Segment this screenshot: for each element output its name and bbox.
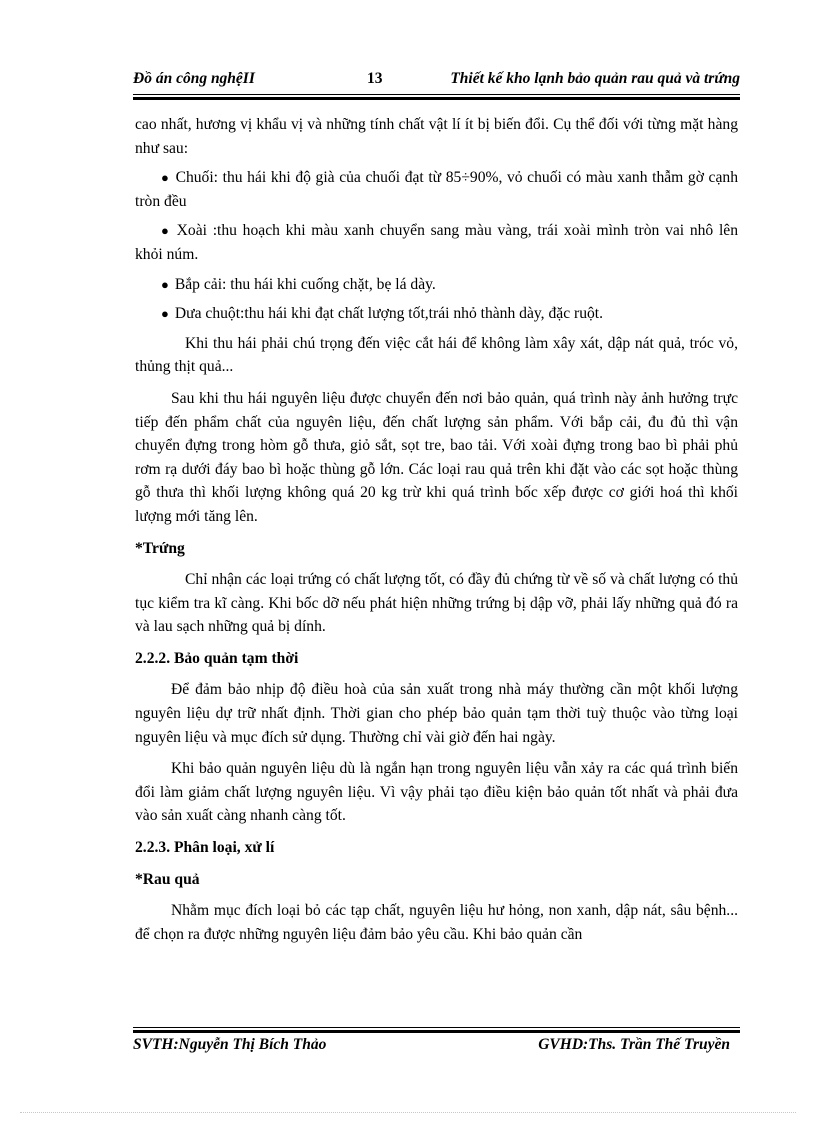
- header-document-title: Thiết kế kho lạnh bảo quản rau quả và trứng: [450, 70, 740, 87]
- bullet-text: Bắp cải: thu hái khi cuống chặt, bẹ lá dày.: [174, 275, 436, 293]
- subheading-trung: *Trứng: [135, 539, 185, 557]
- bullet-item: [135, 219, 738, 266]
- page-number: 13: [367, 70, 383, 87]
- bullet-item: [135, 166, 738, 213]
- footer-rule-thick: [133, 1030, 740, 1033]
- footer-advisor-name: GVHD:Ths. Trần Thế Truyền: [538, 1036, 730, 1053]
- bullet-text: Dưa chuột:thu hái khi đạt chất lượng tốt,trái nhỏ thành dày, đặc ruột.: [174, 305, 604, 323]
- paragraph: Để đảm bảo nhịp độ điều hoà của sản xuất trong nhà máy thường cần một khối lượng nguyên liệu dự trữ nhất định. Thời gian cho phép bảo quản tạm thời tuỳ thuộc vào từng loại nguyên liệu và mục đích sử dụng. Thường chỉ vài giờ đến hai ngày.: [135, 681, 738, 746]
- header-rule-thick: [133, 97, 740, 100]
- page-body: [135, 113, 738, 954]
- paragraph: Khi thu hái phải chú trọng đến việc cắt hái để không làm xây xát, dập nát quả, tróc vỏ, thủng thịt quả...: [135, 334, 738, 376]
- section-heading-2-2-2: 2.2.2. Bảo quản tạm thời: [135, 649, 299, 667]
- bullet-text: Chuối: thu hái khi độ già của chuối đạt từ 85÷90%, vỏ chuối có màu xanh thẫm gờ cạnh tròn đều: [135, 169, 738, 210]
- bullet-icon: ●: [161, 276, 169, 292]
- header-rule-thin: [133, 94, 740, 95]
- bullet-icon: ●: [161, 306, 169, 322]
- paragraph: Nhằm mục đích loại bỏ các tạp chất, nguyên liệu hư hỏng, non xanh, dập nát, sâu bệnh... để chọn ra được những nguyên liệu đảm bảo yêu cầu. Khi bảo quản cần: [135, 902, 738, 943]
- paragraph: Khi bảo quản nguyên liệu dù là ngắn hạn trong nguyên liệu vẫn xảy ra các quá trình biến đổi làm giảm chất lượng nguyên liệu. Vì vậy phải tạo điều kiện bảo quản tốt nhất và phải đưa vào sản xuất càng nhanh càng tốt.: [135, 760, 738, 825]
- paragraph: Chỉ nhận các loại trứng có chất lượng tốt, có đầy đủ chứng từ về số và chất lượng có thủ tục kiểm tra kĩ càng. Khi bốc dỡ nếu phát hiện những trứng bị dập vỡ, phải lấy những quả đó ra và lau sạch những quả bị dính.: [135, 571, 738, 636]
- paragraph: Sau khi thu hái nguyên liệu được chuyển đến nơi bảo quản, quá trình này ảnh hưởng trực tiếp đến phẩm chất của nguyên liệu, đến chất lượng sản phẩm. Với bắp cải, đu đủ thì vận chuyển đựng trong hòm gỗ thưa, giỏ sắt, sọt tre, bao tải. Với xoài đựng trong bao bì phải phủ rơm rạ dưới đáy bao bì hoặc thùng gỗ lớn. Các loại rau quả trên khi đặt vào các sọt hoặc thùng gỗ thưa thì khối lượng không quá 20 kg trừ khi quá trình bốc xếp được cơ giới hoá thì khối lượng mới tăng lên.: [135, 389, 738, 525]
- subheading-rau-qua: *Rau quả: [135, 870, 200, 888]
- page-header: [133, 70, 740, 92]
- bullet-icon: ●: [161, 170, 170, 186]
- bullet-item: [135, 302, 738, 326]
- footer-student-name: SVTH:Nguyễn Thị Bích Thảo: [133, 1036, 327, 1053]
- bullet-item: [135, 273, 738, 297]
- page-edge-divider: [20, 1112, 796, 1113]
- page-footer: [133, 1036, 740, 1058]
- bullet-icon: ●: [161, 223, 171, 239]
- bullet-text: Xoài :thu hoạch khi màu xanh chuyển sang màu vàng, trái xoài mình tròn vai nhô lên khỏi núm.: [135, 222, 738, 263]
- footer-rule-thin: [133, 1027, 740, 1028]
- section-heading-2-2-3: 2.2.3. Phân loại, xử lí: [135, 839, 275, 857]
- header-project-title: Đồ án công nghệII: [133, 70, 255, 87]
- paragraph: cao nhất, hương vị khẩu vị và những tính chất vật lí ít bị biến đổi. Cụ thể đối với từng mặt hàng như sau:: [135, 116, 738, 157]
